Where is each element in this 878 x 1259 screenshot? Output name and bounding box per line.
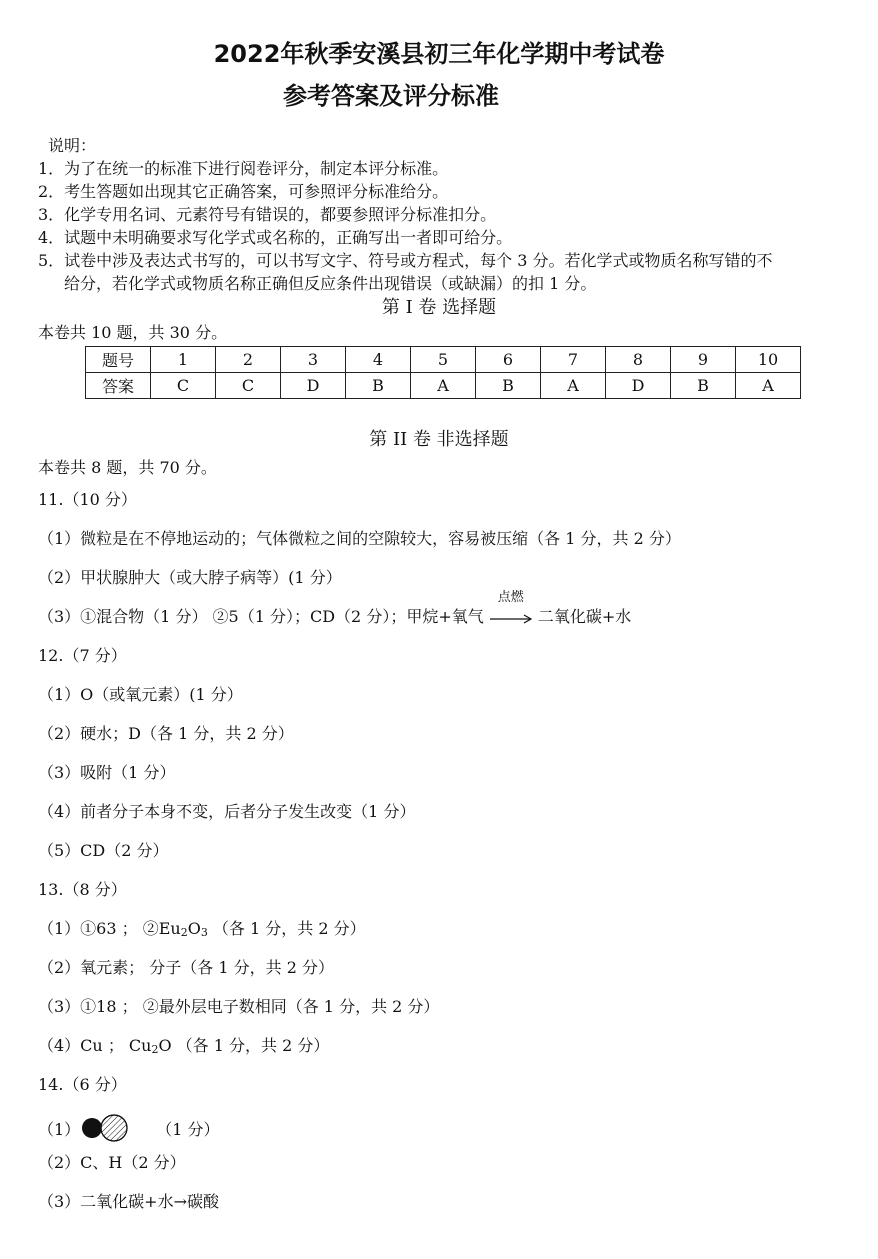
question-number: 10 bbox=[736, 347, 801, 373]
subscript: 3 bbox=[200, 926, 208, 939]
q12-answer-3: （3）吸附（1 分） bbox=[38, 763, 176, 782]
q13-answer-1-text: （1）①63 ； ②Eu bbox=[38, 919, 181, 938]
answer-table bbox=[85, 346, 801, 399]
document-subtitle: 参考答案及评分标准 bbox=[283, 82, 499, 110]
answer-cell: B bbox=[671, 373, 736, 399]
document-title: 2022年秋季安溪县初三年化学期中考试卷 bbox=[213, 40, 665, 68]
q13-answer-4-text: （4）Cu ； Cu bbox=[38, 1036, 152, 1055]
reaction-condition: 点燃 bbox=[497, 589, 524, 605]
q12-answer-2: （2）硬水；D（各 1 分，共 2 分） bbox=[38, 724, 294, 743]
question-number: 5 bbox=[411, 347, 476, 373]
part1-heading: 第 I 卷 选择题 bbox=[381, 297, 497, 318]
table-row bbox=[86, 347, 801, 373]
q11-answer-3-text: （3）①混合物（1 分） ②5（1 分）；CD（2 分）；甲烷+氧气 bbox=[38, 607, 489, 626]
reaction-arrow-icon bbox=[489, 589, 533, 628]
q14-answer-1 bbox=[38, 1114, 219, 1147]
note-item: 5．试卷中涉及表达式书写的，可以书写文字、符号或方程式，每个 3 分。若化学式或物质名称写错的不 bbox=[38, 251, 773, 270]
q13-answer-2: （2）氧元素； 分子（各 1 分，共 2 分） bbox=[38, 958, 334, 977]
answer-cell: D bbox=[281, 373, 346, 399]
table-row bbox=[86, 373, 801, 399]
q14-answer-2: （2）C、H（2 分） bbox=[38, 1153, 186, 1172]
q14-answer-1-score: （1 分） bbox=[156, 1120, 220, 1139]
q11-answer-2: （2）甲状腺肿大（或大脖子病等）(1 分） bbox=[38, 568, 342, 587]
answer-cell: C bbox=[216, 373, 281, 399]
question-number: 4 bbox=[346, 347, 411, 373]
q14-answer-1-text: （1） bbox=[38, 1120, 81, 1139]
note-item: 4．试题中未明确要求写化学式或名称的，正确写出一者即可给分。 bbox=[38, 228, 513, 247]
q12-heading: 12.（7 分） bbox=[38, 646, 127, 665]
answer-cell: A bbox=[411, 373, 476, 399]
q12-answer-5: （5）CD（2 分） bbox=[38, 841, 169, 860]
question-number: 7 bbox=[541, 347, 606, 373]
row-label: 答案 bbox=[86, 373, 151, 399]
answer-cell: A bbox=[736, 373, 801, 399]
q13-answer-1-formula: O bbox=[187, 919, 201, 938]
question-number: 8 bbox=[606, 347, 671, 373]
q13-answer-1-score: （各 1 分，共 2 分） bbox=[207, 919, 366, 938]
part2-description: 本卷共 8 题，共 70 分。 bbox=[38, 458, 217, 477]
answer-cell: B bbox=[476, 373, 541, 399]
note-item: 2．考生答题如出现其它正确答案，可参照评分标准给分。 bbox=[38, 182, 449, 201]
q13-answer-3: （3）①18 ； ②最外层电子数相同（各 1 分，共 2 分） bbox=[38, 997, 440, 1016]
notes-heading: 说明： bbox=[48, 136, 97, 155]
molecule-model-icon bbox=[80, 1114, 136, 1147]
subscript: 2 bbox=[180, 926, 188, 939]
question-number: 3 bbox=[281, 347, 346, 373]
answer-cell: A bbox=[541, 373, 606, 399]
q13-answer-4-score: O （各 1 分，共 2 分） bbox=[158, 1036, 330, 1055]
q11-answer-3-product: 二氧化碳+水 bbox=[532, 607, 632, 626]
subscript: 2 bbox=[151, 1043, 159, 1056]
q13-answer-1 bbox=[38, 919, 366, 943]
question-number: 1 bbox=[151, 347, 216, 373]
q11-heading: 11.（10 分） bbox=[38, 490, 137, 509]
note-item-continued: 给分，若化学式或物质名称正确但反应条件出现错误（或缺漏）的扣 1 分。 bbox=[64, 274, 597, 293]
question-number: 2 bbox=[216, 347, 281, 373]
answer-cell: C bbox=[151, 373, 216, 399]
note-item: 1．为了在统一的标准下进行阅卷评分，制定本评分标准。 bbox=[38, 159, 449, 178]
row-label: 题号 bbox=[86, 347, 151, 373]
q13-answer-4 bbox=[38, 1036, 329, 1060]
q14-heading: 14.（6 分） bbox=[38, 1075, 127, 1094]
answer-cell: D bbox=[606, 373, 671, 399]
q14-answer-3: （3）二氧化碳+水→碳酸 bbox=[38, 1192, 219, 1211]
q12-answer-4: （4）前者分子本身不变，后者分子发生改变（1 分） bbox=[38, 802, 416, 821]
note-item: 3．化学专用名词、元素符号有错误的，都要参照评分标准扣分。 bbox=[38, 205, 497, 224]
question-number: 6 bbox=[476, 347, 541, 373]
answer-cell: B bbox=[346, 373, 411, 399]
q13-heading: 13.（8 分） bbox=[38, 880, 127, 899]
q12-answer-1: （1）O（或氧元素）(1 分） bbox=[38, 685, 243, 704]
question-number: 9 bbox=[671, 347, 736, 373]
part1-description: 本卷共 10 题，共 30 分。 bbox=[38, 323, 228, 342]
q11-answer-3 bbox=[38, 589, 632, 628]
q11-answer-1: （1）微粒是在不停地运动的；气体微粒之间的空隙较大，容易被压缩（各 1 分，共 2 分） bbox=[38, 529, 681, 548]
part2-heading: 第 II 卷 非选择题 bbox=[369, 429, 509, 450]
